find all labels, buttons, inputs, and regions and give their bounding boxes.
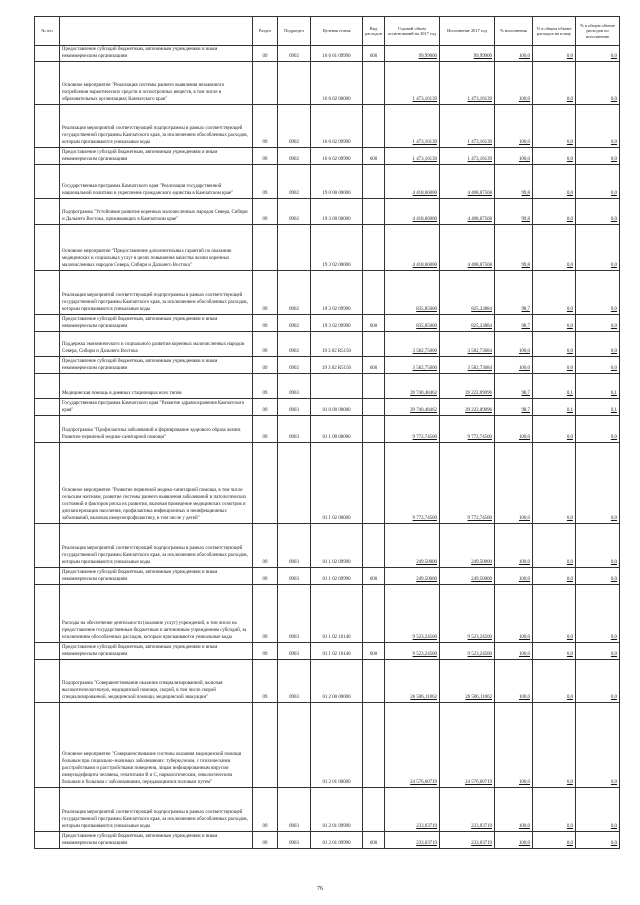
header-share-plan: % в общем объеме расходов на плану bbox=[533, 17, 576, 46]
cell-share-plan: 0,0 bbox=[533, 315, 576, 332]
cell-number bbox=[35, 660, 60, 703]
cell-razdel: 09 bbox=[253, 357, 278, 374]
table-row bbox=[35, 225, 620, 271]
cell-podrazdel: 0902 bbox=[278, 357, 311, 374]
header-target-article: Целевая статья bbox=[311, 17, 363, 46]
table-row bbox=[35, 271, 620, 315]
cell-name: Предоставление субсидий бюджетным, автономным учреждениям и иным некоммерческим организациям bbox=[60, 315, 253, 332]
table-row bbox=[35, 46, 620, 62]
cell-execution-percent: 100,0 bbox=[495, 568, 533, 585]
cell-share-plan: 0,0 bbox=[533, 105, 576, 148]
cell-expense-type: 600 bbox=[363, 315, 385, 332]
cell-target-article: 19 0 00 00000 bbox=[311, 165, 363, 199]
table-row bbox=[35, 62, 620, 105]
cell-number bbox=[35, 399, 60, 416]
cell-execution-percent: 100,0 bbox=[495, 105, 533, 148]
cell-podrazdel bbox=[278, 62, 311, 105]
cell-razdel: 09 bbox=[253, 643, 278, 660]
cell-execution: 3 582,73684 bbox=[440, 357, 495, 374]
cell-podrazdel: 0903 bbox=[278, 660, 311, 703]
cell-number bbox=[35, 832, 60, 849]
cell-annual-plan: 9 772,74500 bbox=[385, 416, 440, 443]
cell-target-article: 01 2 01 09990 bbox=[311, 832, 363, 849]
header-name bbox=[60, 17, 253, 46]
cell-number bbox=[35, 105, 60, 148]
cell-razdel: 09 bbox=[253, 416, 278, 443]
table-row bbox=[35, 105, 620, 148]
cell-execution: 249,50000 bbox=[440, 524, 495, 568]
cell-podrazdel: 0902 bbox=[278, 148, 311, 165]
cell-annual-plan: 4 418,66000 bbox=[385, 225, 440, 271]
cell-podrazdel: 0902 bbox=[278, 332, 311, 357]
cell-expense-type bbox=[363, 788, 385, 832]
cell-share-execution: 0,0 bbox=[576, 568, 620, 585]
cell-razdel: 09 bbox=[253, 660, 278, 703]
cell-execution: 233,03719 bbox=[440, 832, 495, 849]
cell-execution-percent: 98,7 bbox=[495, 315, 533, 332]
cell-share-plan: 0,0 bbox=[533, 660, 576, 703]
cell-razdel bbox=[253, 225, 278, 271]
cell-razdel: 09 bbox=[253, 332, 278, 357]
cell-podrazdel: 0902 bbox=[278, 105, 311, 148]
cell-target-article: 01 2 01 00000 bbox=[311, 703, 363, 788]
table-row bbox=[35, 165, 620, 199]
cell-share-plan: 0,0 bbox=[533, 832, 576, 849]
cell-share-plan: 0,0 bbox=[533, 165, 576, 199]
cell-execution-percent: 100,0 bbox=[495, 357, 533, 374]
cell-annual-plan: 26 506,11062 bbox=[385, 660, 440, 703]
cell-execution: 26 506,11062 bbox=[440, 660, 495, 703]
cell-share-execution: 0,0 bbox=[576, 46, 620, 62]
cell-share-execution: 0,0 bbox=[576, 271, 620, 315]
cell-execution: 39 222,09096 bbox=[440, 399, 495, 416]
cell-name: Подпрограмма "Совершенствование оказания специализированной, включая высокотехнологичную, медицинской помощи, скорой, в том числе скорой специализированной, медицинской помощи, медицинской эвакуации" bbox=[60, 660, 253, 703]
cell-name: Предоставление субсидий бюджетным, автономным учреждениям и иным некоммерческим организациям bbox=[60, 832, 253, 849]
cell-share-execution: 0,0 bbox=[576, 62, 620, 105]
cell-share-execution: 0,0 bbox=[576, 225, 620, 271]
cell-name: Поддержка экономического и социального развития коренных малочисленных народов Севера, Сибири и Дальнего Востока bbox=[60, 332, 253, 357]
cell-razdel: 09 bbox=[253, 165, 278, 199]
header-execution: Исполнение 2017 год bbox=[440, 17, 495, 46]
cell-number bbox=[35, 332, 60, 357]
cell-expense-type bbox=[363, 416, 385, 443]
cell-target-article: 16 6 02 00000 bbox=[311, 62, 363, 105]
cell-expense-type bbox=[363, 443, 385, 524]
cell-razdel: 09 bbox=[253, 788, 278, 832]
cell-annual-plan: 3 582,75000 bbox=[385, 357, 440, 374]
cell-razdel: 09 bbox=[253, 524, 278, 568]
cell-podrazdel: 0902 bbox=[278, 199, 311, 225]
cell-execution-percent: 98,7 bbox=[495, 271, 533, 315]
cell-share-plan: 0,0 bbox=[533, 568, 576, 585]
cell-share-plan: 0,1 bbox=[533, 374, 576, 399]
cell-expense-type: 600 bbox=[363, 643, 385, 660]
table-row bbox=[35, 585, 620, 643]
cell-annual-plan: 9 523,24500 bbox=[385, 585, 440, 643]
cell-annual-plan: 3 582,75000 bbox=[385, 332, 440, 357]
cell-target-article: 19 3 02 R5150 bbox=[311, 357, 363, 374]
table-row bbox=[35, 660, 620, 703]
cell-share-execution: 0,1 bbox=[576, 374, 620, 399]
cell-name: Реализация мероприятий соответствующей подпрограммы в рамках соответствующей государственной программы Камчатского края, за исключением обособленных расходов, которым присваиваются уникальные коды bbox=[60, 788, 253, 832]
cell-number bbox=[35, 199, 60, 225]
cell-execution-percent: 99,8 bbox=[495, 199, 533, 225]
cell-expense-type bbox=[363, 225, 385, 271]
cell-number bbox=[35, 416, 60, 443]
cell-share-execution: 0,0 bbox=[576, 524, 620, 568]
cell-execution-percent: 100,0 bbox=[495, 332, 533, 357]
table-row bbox=[35, 332, 620, 357]
cell-execution-percent: 100,0 bbox=[495, 703, 533, 788]
cell-target-article: 16 6 02 09990 bbox=[311, 105, 363, 148]
table-row bbox=[35, 315, 620, 332]
cell-annual-plan: 9 523,24500 bbox=[385, 643, 440, 660]
cell-target-article: 01 1 02 09990 bbox=[311, 568, 363, 585]
cell-podrazdel: 0903 bbox=[278, 788, 311, 832]
cell-target-article: 19 3 02 00000 bbox=[311, 225, 363, 271]
cell-razdel: 09 bbox=[253, 105, 278, 148]
cell-execution-percent: 99,8 bbox=[495, 225, 533, 271]
cell-razdel: 09 bbox=[253, 271, 278, 315]
cell-target-article: 01 1 00 00000 bbox=[311, 416, 363, 443]
cell-expense-type bbox=[363, 165, 385, 199]
cell-name: Расходы на обеспечение деятельности (оказание услуг) учреждений, в том числе на предоставление государственным бюджетным и автономным учреждениям субсидий, за исключением обособленных расходов, которым присваиваются уникальные коды bbox=[60, 585, 253, 643]
cell-name: Предоставление субсидий бюджетным, автономным учреждениям и иным некоммерческим организациям bbox=[60, 643, 253, 660]
cell-execution: 825,33884 bbox=[440, 271, 495, 315]
cell-podrazdel: 0903 bbox=[278, 416, 311, 443]
cell-razdel: 09 bbox=[253, 568, 278, 585]
cell-share-plan: 0,0 bbox=[533, 46, 576, 62]
cell-expense-type bbox=[363, 62, 385, 105]
cell-expense-type bbox=[363, 524, 385, 568]
cell-number bbox=[35, 568, 60, 585]
cell-share-execution: 0,0 bbox=[576, 660, 620, 703]
cell-podrazdel: 0903 bbox=[278, 568, 311, 585]
cell-expense-type bbox=[363, 399, 385, 416]
cell-name: Предоставление субсидий бюджетным, автономным учреждениям и иным некоммерческим организациям bbox=[60, 46, 253, 62]
table-row bbox=[35, 399, 620, 416]
header-number: № п/п bbox=[35, 17, 60, 46]
cell-podrazdel: 0903 bbox=[278, 585, 311, 643]
cell-target-article: 19 3 02 09990 bbox=[311, 271, 363, 315]
cell-share-plan: 0,0 bbox=[533, 585, 576, 643]
cell-share-plan: 0,0 bbox=[533, 62, 576, 105]
cell-share-plan: 0,0 bbox=[533, 524, 576, 568]
cell-expense-type: 600 bbox=[363, 46, 385, 62]
cell-name: Реализация мероприятий соответствующей подпрограммы в рамках соответствующей государственной программы Камчатского края, за исключением обособленных расходов, которым присваиваются уникальные коды bbox=[60, 524, 253, 568]
cell-execution: 99,99900 bbox=[440, 46, 495, 62]
cell-expense-type: 600 bbox=[363, 357, 385, 374]
cell-target-article: 01 2 01 09990 bbox=[311, 788, 363, 832]
cell-number bbox=[35, 315, 60, 332]
cell-number bbox=[35, 357, 60, 374]
cell-target-article: 19 3 00 00000 bbox=[311, 199, 363, 225]
table-row bbox=[35, 643, 620, 660]
cell-target-article: 16 6 02 09990 bbox=[311, 148, 363, 165]
cell-number bbox=[35, 703, 60, 788]
cell-expense-type bbox=[363, 105, 385, 148]
cell-razdel: 09 bbox=[253, 315, 278, 332]
cell-podrazdel bbox=[278, 703, 311, 788]
cell-share-plan: 0,0 bbox=[533, 788, 576, 832]
cell-share-execution: 0,0 bbox=[576, 332, 620, 357]
cell-name: Предоставление субсидий бюджетным, автономным учреждениям и иным некоммерческим организациям bbox=[60, 357, 253, 374]
cell-execution-percent: 98,7 bbox=[495, 399, 533, 416]
cell-name: Подпрограмма "Устойчивое развитие коренных малочисленных народов Севера, Сибири и Дальнего Востока, проживающих в Камчатском крае" bbox=[60, 199, 253, 225]
cell-execution-percent: 100,0 bbox=[495, 660, 533, 703]
cell-target-article: 01 1 02 00000 bbox=[311, 443, 363, 524]
cell-razdel bbox=[253, 443, 278, 524]
cell-execution: 39 222,09096 bbox=[440, 374, 495, 399]
cell-annual-plan: 249,50000 bbox=[385, 568, 440, 585]
cell-share-execution: 0,0 bbox=[576, 199, 620, 225]
cell-razdel: 09 bbox=[253, 148, 278, 165]
cell-share-plan: 0,0 bbox=[533, 643, 576, 660]
cell-execution: 4 408,07568 bbox=[440, 165, 495, 199]
cell-share-execution: 0,1 bbox=[576, 399, 620, 416]
cell-number bbox=[35, 524, 60, 568]
header-expense-type: Вид расходов bbox=[363, 17, 385, 46]
cell-razdel bbox=[253, 62, 278, 105]
cell-execution-percent: 100,0 bbox=[495, 443, 533, 524]
cell-share-plan: 0,1 bbox=[533, 399, 576, 416]
header-execution-percent: % исполнения bbox=[495, 17, 533, 46]
cell-target-article: 16 6 01 09990 bbox=[311, 46, 363, 62]
cell-name: Основное мероприятие "Совершенствование системы оказания медицинской помощи больным при социально-значимых заболеваниях: туберкулезом, с психическими расстройствами и расстройствами поведения, лицам инфицированным вирусом иммунодефицита человека, гепатитами B и C, наркологическим, онкологическим больным и больным с заболеваниями, передающимися половым путем" bbox=[60, 703, 253, 788]
cell-share-plan: 0,0 bbox=[533, 443, 576, 524]
cell-annual-plan: 9 772,74500 bbox=[385, 443, 440, 524]
cell-execution-percent: 98,7 bbox=[495, 374, 533, 399]
cell-target-article: 01 0 00 00000 bbox=[311, 399, 363, 416]
cell-expense-type: 600 bbox=[363, 832, 385, 849]
cell-number bbox=[35, 643, 60, 660]
cell-annual-plan: 39 740,48462 bbox=[385, 374, 440, 399]
cell-execution-percent: 99,8 bbox=[495, 165, 533, 199]
cell-annual-plan: 39 740,48462 bbox=[385, 399, 440, 416]
cell-number bbox=[35, 62, 60, 105]
cell-podrazdel bbox=[278, 225, 311, 271]
cell-share-plan: 0,0 bbox=[533, 332, 576, 357]
cell-execution: 1 473,16139 bbox=[440, 148, 495, 165]
cell-name: Медицинская помощь в дневных стационарах всех типов bbox=[60, 374, 253, 399]
cell-execution: 825,33884 bbox=[440, 315, 495, 332]
table-row bbox=[35, 374, 620, 399]
cell-execution: 233,03719 bbox=[440, 788, 495, 832]
cell-annual-plan: 24 576,60719 bbox=[385, 703, 440, 788]
cell-execution: 9 523,24500 bbox=[440, 643, 495, 660]
cell-execution-percent: 100,0 bbox=[495, 832, 533, 849]
cell-annual-plan: 4 418,66000 bbox=[385, 199, 440, 225]
table-header-row bbox=[35, 17, 620, 46]
cell-expense-type bbox=[363, 703, 385, 788]
cell-name: Предоставление субсидий бюджетным, автономным учреждениям и иным некоммерческим организациям bbox=[60, 568, 253, 585]
cell-name: Государственная программа Камчатского края "Реализация государственной национальной политики и укрепление гражданского единства в Камчатском крае" bbox=[60, 165, 253, 199]
cell-expense-type: 600 bbox=[363, 148, 385, 165]
cell-podrazdel: 0902 bbox=[278, 315, 311, 332]
cell-share-execution: 0,0 bbox=[576, 416, 620, 443]
cell-razdel: 09 bbox=[253, 399, 278, 416]
cell-podrazdel: 0902 bbox=[278, 46, 311, 62]
cell-share-execution: 0,0 bbox=[576, 832, 620, 849]
cell-target-article bbox=[311, 374, 363, 399]
cell-share-plan: 0,0 bbox=[533, 199, 576, 225]
cell-target-article: 01 1 02 09990 bbox=[311, 524, 363, 568]
cell-number bbox=[35, 374, 60, 399]
cell-number bbox=[35, 788, 60, 832]
cell-expense-type: 600 bbox=[363, 568, 385, 585]
cell-execution: 1 473,16139 bbox=[440, 62, 495, 105]
cell-number bbox=[35, 148, 60, 165]
cell-name: Основное мероприятие "Реализация системы раннего выявления незаконного потребления наркотических средств и психотропных веществ, в том числе в образовательных организациях Камчатского края" bbox=[60, 62, 253, 105]
cell-expense-type bbox=[363, 332, 385, 357]
cell-annual-plan: 1 473,16139 bbox=[385, 62, 440, 105]
page-number: 76 bbox=[317, 886, 323, 892]
cell-annual-plan: 233,03719 bbox=[385, 832, 440, 849]
cell-execution-percent: 100,0 bbox=[495, 416, 533, 443]
cell-share-execution: 0,0 bbox=[576, 443, 620, 524]
cell-annual-plan: 835,85000 bbox=[385, 315, 440, 332]
cell-execution: 4 408,07568 bbox=[440, 225, 495, 271]
cell-share-execution: 0,0 bbox=[576, 703, 620, 788]
cell-number bbox=[35, 165, 60, 199]
cell-share-execution: 0,0 bbox=[576, 105, 620, 148]
cell-annual-plan: 233,03719 bbox=[385, 788, 440, 832]
budget-execution-table bbox=[34, 16, 620, 849]
cell-razdel: 09 bbox=[253, 46, 278, 62]
cell-share-execution: 0,0 bbox=[576, 585, 620, 643]
table-row bbox=[35, 524, 620, 568]
cell-execution-percent: 100,0 bbox=[495, 643, 533, 660]
cell-annual-plan: 835,85000 bbox=[385, 271, 440, 315]
cell-name: Основное мероприятие "Развитие первичной медико-санитарной помощи, в том числе сельским жителям, развитие системы раннего выявления заболеваний и патологических состояний и факторов риска их развития, включая проведение медицинских осмотров и диспансеризации населения, профилактика инфекционных и неинфекционных заболеваний, включая иммунопрофилактику, в том числе у детей" bbox=[60, 443, 253, 524]
cell-target-article: 01 1 02 10140 bbox=[311, 643, 363, 660]
header-razdel: Раздел bbox=[253, 17, 278, 46]
cell-execution: 24 576,60719 bbox=[440, 703, 495, 788]
cell-name: Государственная программа Камчатского края "Развитие здравоохранения Камчатского края" bbox=[60, 399, 253, 416]
cell-execution: 4 408,07568 bbox=[440, 199, 495, 225]
cell-share-plan: 0,0 bbox=[533, 225, 576, 271]
table-row bbox=[35, 443, 620, 524]
cell-razdel: 09 bbox=[253, 199, 278, 225]
cell-number bbox=[35, 443, 60, 524]
cell-execution-percent: 100,0 bbox=[495, 148, 533, 165]
cell-name: Подпрограмма "Профилактика заболеваний и формирование здорового образа жизни. Развитие первичной медико-санитарной помощи" bbox=[60, 416, 253, 443]
cell-podrazdel: 0902 bbox=[278, 271, 311, 315]
cell-share-execution: 0,0 bbox=[576, 357, 620, 374]
cell-execution-percent: 100,0 bbox=[495, 62, 533, 105]
cell-razdel bbox=[253, 703, 278, 788]
cell-number bbox=[35, 46, 60, 62]
cell-expense-type bbox=[363, 271, 385, 315]
cell-share-plan: 0,0 bbox=[533, 703, 576, 788]
cell-share-execution: 0,0 bbox=[576, 643, 620, 660]
cell-share-execution: 0,0 bbox=[576, 148, 620, 165]
cell-podrazdel: 0902 bbox=[278, 165, 311, 199]
cell-execution-percent: 100,0 bbox=[495, 585, 533, 643]
cell-execution: 9 772,74500 bbox=[440, 416, 495, 443]
cell-execution: 3 582,73684 bbox=[440, 332, 495, 357]
cell-name: Реализация мероприятий соответствующей подпрограммы в рамках соответствующей государственной программы Камчатского края, за исключением обособленных расходов, которым присваиваются уникальные коды bbox=[60, 105, 253, 148]
cell-number bbox=[35, 585, 60, 643]
cell-share-execution: 0,0 bbox=[576, 165, 620, 199]
cell-podrazdel: 0903 bbox=[278, 832, 311, 849]
cell-podrazdel: 0903 bbox=[278, 399, 311, 416]
cell-execution-percent: 100,0 bbox=[495, 788, 533, 832]
cell-razdel: 09 bbox=[253, 585, 278, 643]
cell-podrazdel bbox=[278, 443, 311, 524]
cell-annual-plan: 1 473,16139 bbox=[385, 148, 440, 165]
cell-podrazdel: 0903 bbox=[278, 524, 311, 568]
cell-razdel: 09 bbox=[253, 832, 278, 849]
cell-name: Предоставление субсидий бюджетным, автономным учреждениям и иным некоммерческим организациям bbox=[60, 148, 253, 165]
cell-annual-plan: 249,50000 bbox=[385, 524, 440, 568]
cell-podrazdel: 0903 bbox=[278, 374, 311, 399]
header-share-execution: % в общем объеме расходов по исполнению bbox=[576, 17, 620, 46]
table-row bbox=[35, 788, 620, 832]
cell-share-plan: 0,0 bbox=[533, 148, 576, 165]
cell-annual-plan: 99,99000 bbox=[385, 46, 440, 62]
cell-execution: 249,50000 bbox=[440, 568, 495, 585]
cell-name: Основное мероприятие "Предоставление дополнительных гарантий по оказанию медицинских и социальных услуг в целях повышения качества жизни коренных малочисленных народов Севера, Сибири и Дальнего Востока" bbox=[60, 225, 253, 271]
table-row bbox=[35, 357, 620, 374]
cell-target-article: 01 1 02 10140 bbox=[311, 585, 363, 643]
cell-target-article: 01 2 00 00000 bbox=[311, 660, 363, 703]
cell-name: Реализация мероприятий соответствующей подпрограммы в рамках соответствующей государственной программы Камчатского края, за исключением обособленных расходов, которым присваиваются уникальные коды bbox=[60, 271, 253, 315]
cell-expense-type bbox=[363, 660, 385, 703]
table-row bbox=[35, 148, 620, 165]
cell-expense-type bbox=[363, 374, 385, 399]
cell-share-plan: 0,0 bbox=[533, 271, 576, 315]
cell-execution-percent: 100,0 bbox=[495, 524, 533, 568]
cell-expense-type bbox=[363, 585, 385, 643]
cell-execution: 9 523,24500 bbox=[440, 585, 495, 643]
cell-share-execution: 0,0 bbox=[576, 315, 620, 332]
header-annual-plan: Годовой объем ассигнований на 2017 год bbox=[385, 17, 440, 46]
cell-target-article: 19 3 02 09990 bbox=[311, 315, 363, 332]
cell-execution: 1 473,16139 bbox=[440, 105, 495, 148]
table-row bbox=[35, 199, 620, 225]
cell-podrazdel: 0903 bbox=[278, 643, 311, 660]
table-row bbox=[35, 832, 620, 849]
cell-number bbox=[35, 225, 60, 271]
cell-share-plan: 0,0 bbox=[533, 416, 576, 443]
cell-execution-percent: 100,0 bbox=[495, 46, 533, 62]
cell-target-article: 19 3 02 R5150 bbox=[311, 332, 363, 357]
cell-share-plan: 0,0 bbox=[533, 357, 576, 374]
cell-number bbox=[35, 271, 60, 315]
cell-razdel: 09 bbox=[253, 374, 278, 399]
cell-expense-type bbox=[363, 199, 385, 225]
table-row bbox=[35, 416, 620, 443]
cell-annual-plan: 1 473,16139 bbox=[385, 105, 440, 148]
cell-share-execution: 0,0 bbox=[576, 788, 620, 832]
cell-annual-plan: 4 418,66000 bbox=[385, 165, 440, 199]
cell-execution: 9 772,74500 bbox=[440, 443, 495, 524]
header-podrazdel: Подраздел bbox=[278, 17, 311, 46]
table-row bbox=[35, 568, 620, 585]
table-row bbox=[35, 703, 620, 788]
